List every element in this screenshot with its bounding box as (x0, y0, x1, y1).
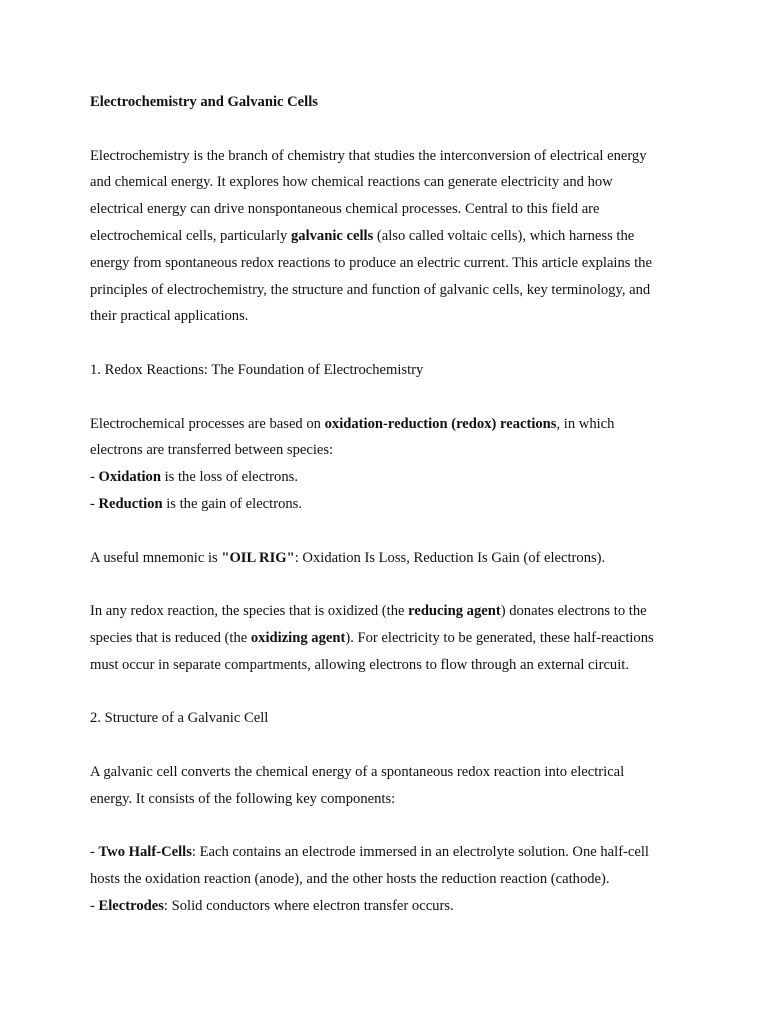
intro-line: their practical applications. (90, 308, 249, 325)
paragraph-line: energy. It consists of the following key components: (90, 790, 396, 807)
paragraph-line (90, 625, 690, 652)
bold-term-oxidizing-agent: oxidizing agent (250, 629, 346, 646)
intro-line: electrical energy can drive nonspontaneous chemical processes. Central to this field are (90, 201, 600, 218)
spacer (90, 732, 690, 759)
text-run: is the loss of electrons. (160, 469, 298, 486)
intro-line (90, 223, 690, 250)
components-list (90, 839, 690, 919)
text-run: : Solid conductors where electron transfer occurs. (163, 897, 454, 914)
bold-term-reducing-agent: reducing agent (408, 603, 501, 620)
bold-term-two-half-cells: Two Half-Cells (98, 844, 192, 861)
bold-term-galvanic-cells: galvanic cells (290, 227, 374, 244)
list-item-continuation: hosts the oxidation reaction (anode), and the other hosts the reduction reaction (cathode). (90, 871, 610, 888)
document-page (90, 89, 690, 920)
section-heading-redox: 1. Redox Reactions: The Foundation of Electrochemistry (90, 361, 424, 378)
text-run: ). For electricity to be generated, these half-reactions (345, 629, 654, 646)
paragraph-line: must occur in separate compartments, allowing electrons to flow through an external circuit. (90, 656, 629, 673)
mnemonic-paragraph (90, 545, 690, 572)
list-dash: - (90, 469, 99, 486)
spacer (90, 571, 690, 598)
paragraph-line: A galvanic cell converts the chemical energy of a spontaneous redox reaction into electrical (90, 763, 625, 780)
text-run: electrochemical cells, particularly (90, 227, 291, 244)
bold-term-electrodes: Electrodes (98, 897, 164, 914)
text-run: ) donates electrons to the (500, 603, 647, 620)
text-run: is the gain of electrons. (162, 495, 302, 512)
bold-term-redox: oxidation-reduction (redox) reactions (324, 415, 557, 432)
intro-line: principles of electrochemistry, the structure and function of galvanic cells, key terminology, and (90, 281, 651, 298)
text-run: A useful mnemonic is (90, 549, 222, 566)
agents-paragraph (90, 598, 690, 678)
text-run: : Each contains an electrode immersed in an electrolyte solution. One half-cell (191, 844, 649, 861)
text-run: (also called voltaic cells), which harness the (373, 227, 635, 244)
intro-line: Electrochemistry is the branch of chemistry that studies the interconversion of electrical energy (90, 147, 647, 164)
spacer (90, 116, 690, 143)
list-dash: - (90, 897, 99, 914)
intro-line: and chemical energy. It explores how chemical reactions can generate electricity and how (90, 174, 613, 191)
list-item-reduction (90, 491, 690, 518)
spacer (90, 813, 690, 840)
paragraph-line (90, 411, 690, 438)
spacer (90, 518, 690, 545)
bold-term-oil-rig: "OIL RIG" (221, 549, 295, 566)
list-item-half-cells (90, 839, 690, 866)
paragraph-line: electrons are transferred between species: (90, 442, 334, 459)
paragraph-line (90, 598, 690, 625)
list-dash: - (90, 495, 99, 512)
redox-paragraph (90, 411, 690, 518)
text-run: Electrochemical processes are based on (90, 415, 325, 432)
text-run: , in which (556, 415, 615, 432)
bold-term-oxidation: Oxidation (98, 469, 161, 486)
text-run: In any redox reaction, the species that is oxidized (the (90, 603, 409, 620)
section-heading-structure: 2. Structure of a Galvanic Cell (90, 710, 269, 727)
spacer (90, 330, 690, 357)
intro-line: energy from spontaneous redox reactions to produce an electric current. This article explains the (90, 254, 652, 271)
structure-paragraph (90, 759, 690, 813)
spacer (90, 384, 690, 411)
spacer (90, 679, 690, 706)
list-item-electrodes (90, 893, 690, 920)
text-run: species that is reduced (the (90, 629, 251, 646)
intro-paragraph (90, 143, 690, 331)
list-dash: - (90, 844, 99, 861)
text-run: : Oxidation Is Loss, Reduction Is Gain (of electrons). (294, 549, 606, 566)
list-item-oxidation (90, 464, 690, 491)
bold-term-reduction: Reduction (98, 495, 163, 512)
document-title: Electrochemistry and Galvanic Cells (90, 94, 318, 110)
